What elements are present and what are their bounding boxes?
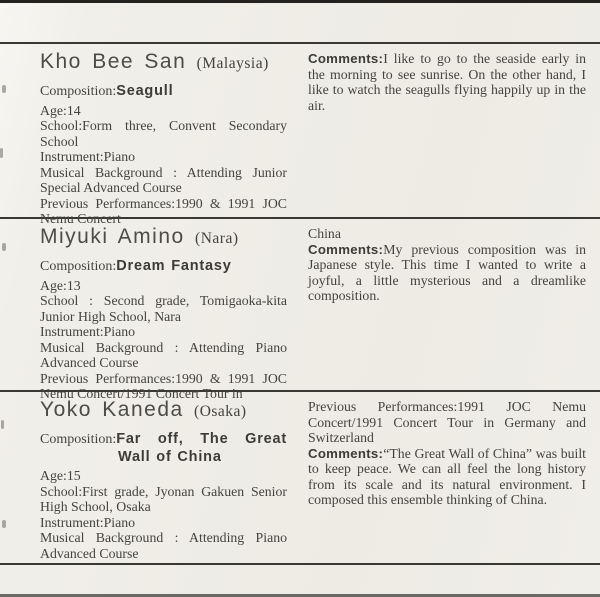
- profile-right-column: [308, 399, 586, 508]
- field-musical-background: Musical Background : Attending Piano Advanced Course: [40, 339, 287, 370]
- field-previous-performances: Previous Performances:1990 & 1991 JOC Nemu Concert/1991 Concert Tour in: [40, 370, 287, 401]
- composition-title: Far off, The Great Wall of China: [116, 431, 287, 465]
- field-school: School : Second grade, Tomigaoka-kita Junior High School, Nara: [40, 293, 287, 324]
- field-instrument: Instrument:Piano: [40, 514, 136, 530]
- previous-performances-paragraph: Previous Performances:1991 JOC Nemu Concert/1991 Concert Tour in Germany and Switzerland: [308, 399, 586, 445]
- comments-paragraph: [308, 446, 586, 508]
- comments-paragraph: [308, 51, 586, 113]
- comments-text: My previous composition was in Japanese style. This time I wanted to write a joyful, a little mysterious and a dreamlike composition.: [308, 241, 586, 303]
- field-musical-background: Musical Background : Attending Piano Advanced Course: [40, 530, 287, 561]
- composition-label: Composition:: [40, 432, 117, 447]
- field-school: School:Form three, Convent Secondary School: [40, 118, 287, 149]
- comments-text: “The Great Wall of China” was built to keep peace. We can all feel the long history from its scale and its natural environment. I composed this ensemble thinking of China.: [308, 445, 586, 507]
- composition-label: Composition:: [40, 84, 117, 99]
- field-age: Age:13: [40, 277, 81, 293]
- performer-name-line: [40, 398, 287, 424]
- composition-title: Seagull: [116, 83, 174, 99]
- performer-name: Miyuki Amino: [40, 225, 185, 248]
- profile-section-yoko-kaneda: [0, 392, 600, 563]
- performer-name: Yoko Kaneda: [40, 398, 184, 421]
- performer-name-line: [40, 50, 287, 76]
- page-top-edge: [0, 0, 600, 3]
- field-age: Age:15: [40, 468, 81, 483]
- field-musical-background: Musical Background : Attending Junior Special Advanced Course: [40, 164, 287, 195]
- field-age: Age:14: [40, 102, 81, 118]
- field-school: School:First grade, Jyonan Gakuen Senior High School, Osaka: [40, 483, 287, 514]
- profile-left-column: [40, 398, 287, 561]
- previous-performances-overflow: China: [308, 226, 341, 241]
- profile-section-kho-bee-san: [0, 44, 600, 226]
- performer-origin: (Nara): [195, 230, 239, 247]
- comments-label: Comments:: [308, 51, 384, 66]
- profile-right-column: [308, 226, 586, 304]
- comments-label: Comments:: [308, 241, 384, 257]
- section-divider: [0, 563, 600, 565]
- performer-name: Kho Bee San: [40, 50, 187, 73]
- comments-paragraph: [308, 242, 586, 304]
- profile-section-miyuki-amino: [0, 219, 600, 401]
- performer-origin: (Osaka): [194, 403, 247, 420]
- composition-label: Composition:: [40, 259, 117, 274]
- composition-line: [40, 258, 287, 276]
- field-instrument: Instrument:Piano: [40, 149, 136, 164]
- composition-title: Dream Fantasy: [116, 258, 232, 274]
- performer-name-line: [40, 225, 287, 251]
- comments-label: Comments:: [308, 445, 384, 461]
- field-instrument: Instrument:Piano: [40, 324, 136, 339]
- performer-origin: (Malaysia): [196, 55, 269, 72]
- composition-line: [40, 83, 287, 101]
- profile-left-column: [40, 50, 287, 227]
- profile-left-column: [40, 225, 287, 402]
- field-previous-performances: Previous Performances:1990 & 1991 JOC Nemu Concert: [40, 195, 287, 226]
- composition-line: [40, 431, 287, 466]
- comments-text: I like to go to the seaside early in the morning to see sunrise. On the other hand, I like to watch the seagulls flying happily up in the air.: [308, 51, 586, 113]
- profile-right-column: [308, 51, 586, 113]
